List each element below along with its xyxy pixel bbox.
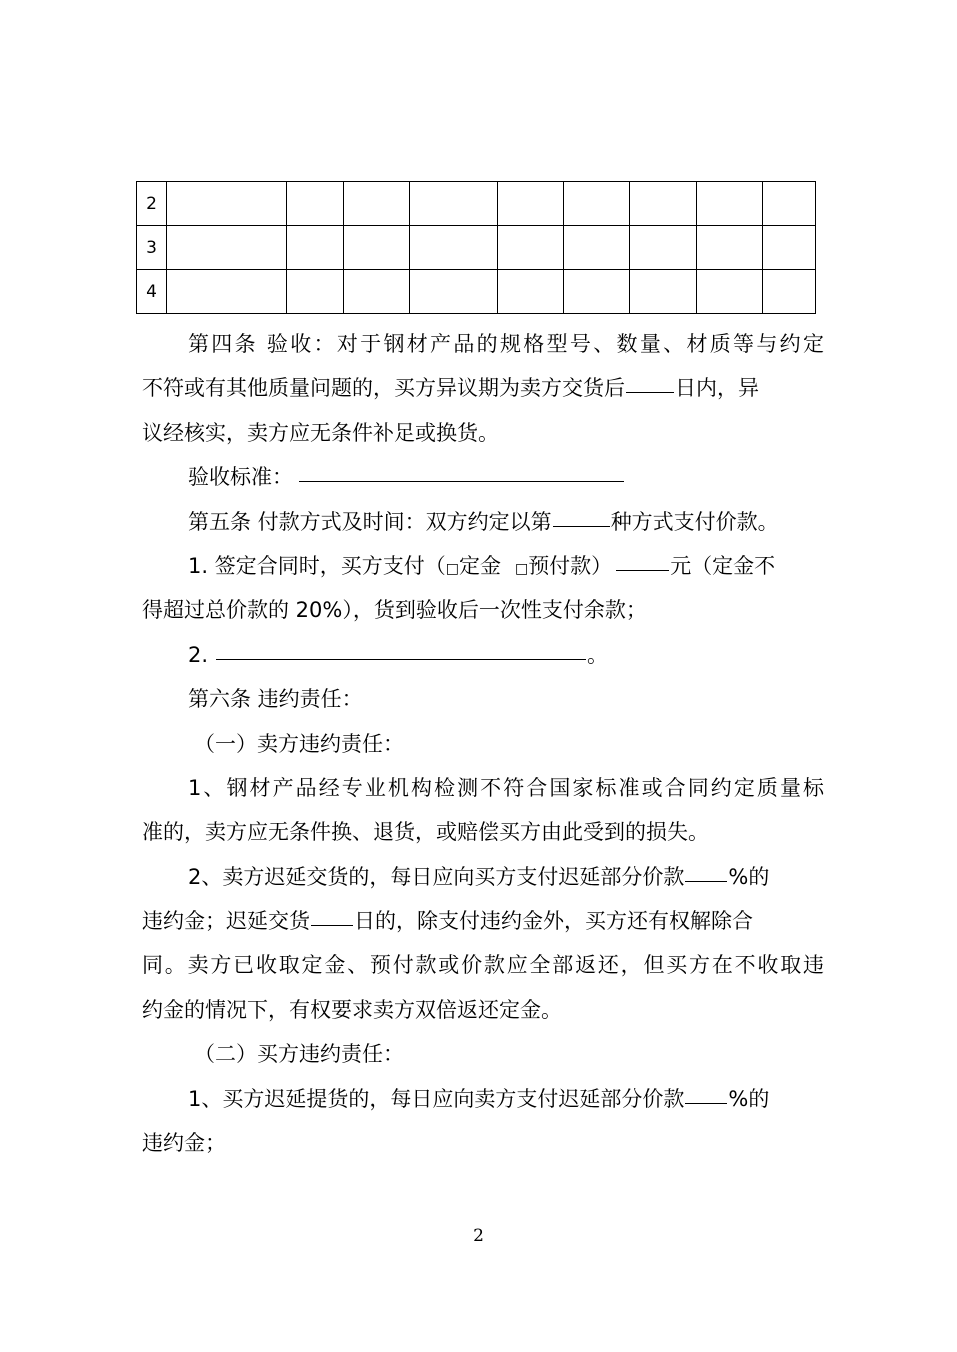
article-5-line-1: 第五条 付款方式及时间：双方约定以第 种方式支付价款。 (142, 500, 824, 544)
article-5-item-1: 1. 签定合同时，买方支付（□定金 □预付款） 元（定金不 (142, 544, 824, 588)
buyer-penalty-rate-blank[interactable] (685, 1077, 727, 1104)
contract-text (142, 322, 824, 1165)
seller-item-2-line-3: 同。卖方已收取定金、预付款或价款应全部返还，但买方在不收取违 (142, 953, 824, 978)
buyer-liability-heading: （二）买方违约责任： (194, 1042, 404, 1067)
buyer-item-1-line-1: 1、买方迟延提货的，每日应向卖方支付迟延部分价款 %的 (142, 1077, 824, 1121)
article-5-item-2: 2. 。 (142, 633, 824, 677)
row-number: 4 (137, 270, 167, 314)
seller-item-2-line-1: 2、卖方迟延交货的，每日应向买方支付迟延部分价款 %的 (142, 855, 824, 899)
article-4-line-3: 议经核实，卖方应无条件补足或换货。 (142, 420, 499, 445)
seller-penalty-rate-blank[interactable] (685, 855, 727, 882)
seller-item-2-line-4: 约金的情况下，有权要求卖方双倍返还定金。 (142, 997, 562, 1022)
payment-method-blank[interactable] (553, 500, 610, 527)
table-row (137, 270, 816, 314)
buyer-item-1-line-2: 违约金； (142, 1131, 226, 1156)
delay-days-blank[interactable] (311, 899, 353, 926)
seller-item-1-line-2: 准的，卖方应无条件换、退货，或赔偿买方由此受到的损失。 (142, 820, 709, 845)
article-4-line-2: 不符或有其他质量问题的，买方异议期为卖方交货后 日内，异 (142, 366, 824, 410)
acceptance-standard-blank[interactable] (299, 455, 624, 482)
acceptance-standard: 验收标准： (142, 455, 824, 499)
other-payment-blank[interactable] (216, 633, 586, 660)
seller-item-2-line-2: 违约金；迟延交货 日的，除支付违约金外，买方还有权解除合 (142, 899, 824, 943)
seller-item-1-line-1: 1、钢材产品经专业机构检测不符合国家标准或合同约定质量标 (188, 775, 824, 800)
row-number: 2 (137, 182, 167, 226)
seller-liability-heading: （一）卖方违约责任： (194, 731, 404, 756)
article-6-title: 第六条 违约责任： (188, 687, 363, 712)
article-4-line-1: 第四条 验收：对于钢材产品的规格型号、数量、材质等与约定 (188, 332, 824, 356)
product-table (136, 181, 816, 314)
article-5-item-1-cont: 得超过总价款的 20%），货到验收后一次性支付余款； (142, 598, 647, 623)
row-number: 3 (137, 226, 167, 270)
page-number: 2 (473, 1226, 484, 1246)
prepayment-checkbox[interactable]: □ (514, 560, 529, 577)
table-row (137, 226, 816, 270)
table-row (137, 182, 816, 226)
deposit-checkbox[interactable]: □ (445, 560, 459, 577)
payment-amount-blank[interactable] (616, 544, 669, 571)
objection-days-blank[interactable] (626, 366, 674, 393)
